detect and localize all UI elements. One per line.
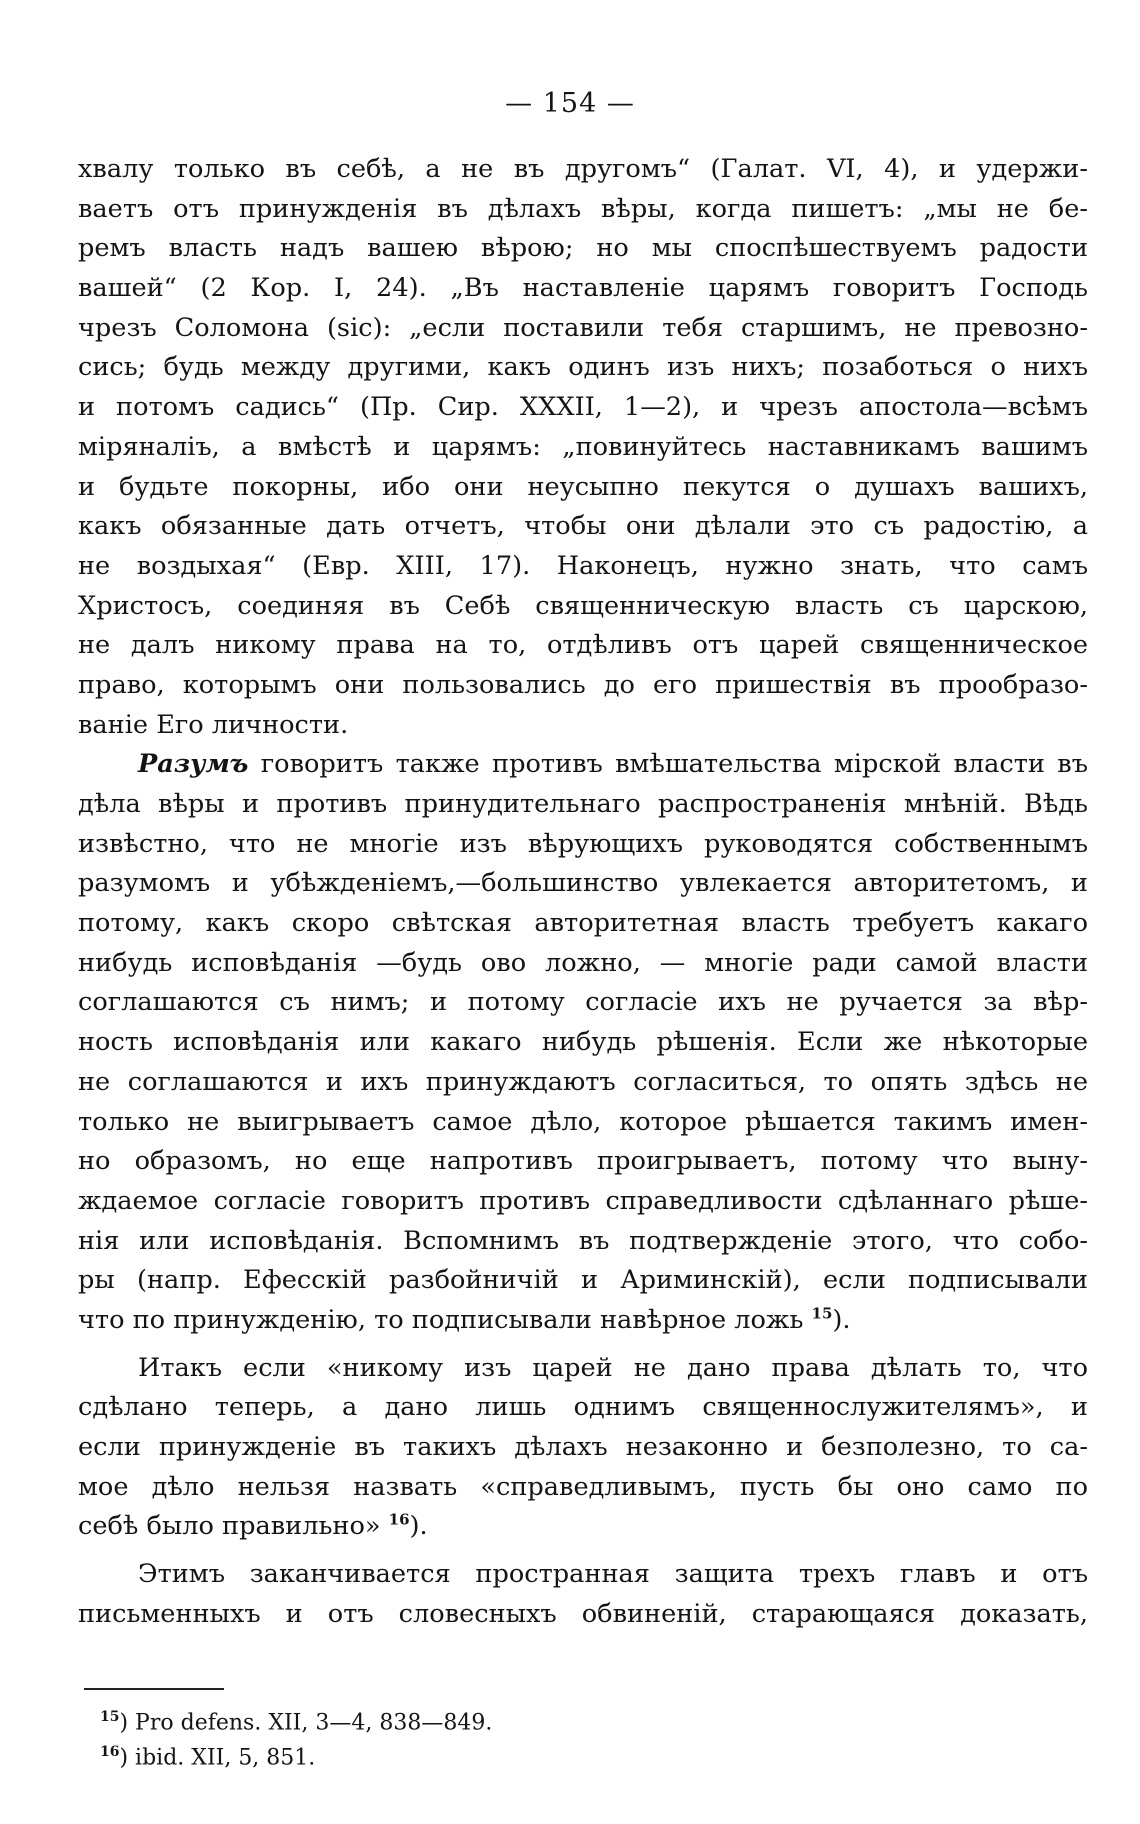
text-line: сись; будь между другими, какъ одинъ изъ нихъ; позаботься о нихъ: [78, 352, 1088, 383]
footnote-text: ) Pro defens. XII, 3—4, 838—849.: [119, 1710, 493, 1736]
paragraph-3: [78, 1349, 1088, 1547]
paragraph-2: [78, 745, 1088, 1340]
text-line: только не выигрываетъ самое дѣло, которое рѣшается такимъ имен-: [78, 1106, 1088, 1137]
text-line: нія или исповѣданія. Вспомнимъ въ подтвержденіе этого, что собо-: [78, 1225, 1088, 1256]
text-line: не воздыхая“ (Евр. XIII, 17). Наконецъ, нужно знать, что самъ: [78, 550, 1088, 581]
text-line: ваніе Его личности.: [78, 709, 349, 740]
text-line: ры (напр. Ефесскій разбойничій и Ариминскій), если подписывали: [78, 1265, 1088, 1296]
footnotes: [100, 1700, 1060, 1770]
text-span: себѣ было правильно»: [78, 1511, 381, 1542]
paragraph-4: [78, 1555, 1088, 1634]
text-line: нибудь исповѣданія —будь ово ложно, — многіе ради самой власти: [78, 947, 1088, 978]
text-line: соглашаются съ нимъ; и потому согласіе ихъ не ручается за вѣр-: [78, 987, 1088, 1018]
text-line: не далъ никому права на то, отдѣливъ отъ царей священническое: [78, 630, 1088, 661]
text-line: право, которымъ они пользовались до его пришествія въ прообразо-: [78, 669, 1088, 700]
text-line: и будьте покорны, ибо они неусыпно пекутся о душахъ вашихъ,: [78, 471, 1088, 502]
text-line: Христосъ, соединяя въ Себѣ священническую власть съ царскою,: [78, 590, 1088, 621]
footnote-number: 16: [100, 1744, 120, 1760]
footnote-divider: [84, 1688, 224, 1690]
text-line: разумомъ и убѣжденіемъ,—большинство увлекается авторитетомъ, и: [78, 868, 1088, 899]
footnote-text: ) ibid. XII, 5, 851.: [119, 1745, 316, 1771]
footnote: [100, 1735, 1060, 1770]
text-line: [78, 745, 1088, 785]
text-span: что по принужденію, то подписывали навѣрное ложь: [78, 1304, 804, 1335]
text-line: чрезъ Соломона (sic): „если поставили тебя старшимъ, не превозно-: [78, 312, 1088, 343]
text-line: если принужденіе въ такихъ дѣлахъ незаконно и безполезно, то са-: [78, 1432, 1088, 1462]
text-span: ).: [832, 1304, 851, 1335]
text-line: не соглашаются и ихъ принуждаютъ согласиться, то опять здѣсь не: [78, 1066, 1088, 1097]
text-line: міряналіъ, а вмѣстѣ и царямъ: „повинуйтесь наставникамъ вашимъ: [78, 431, 1088, 462]
text-line: какъ обязанные дать отчетъ, чтобы они дѣлали это съ радостію, а: [78, 511, 1088, 542]
text-line: дѣла вѣры и противъ принудительнаго распространенія мнѣній. Вѣдь: [78, 789, 1088, 819]
text-line: Этимъ заканчивается пространная защита трехъ главъ и отъ: [138, 1559, 1088, 1590]
text-line: вашей“ (2 Кор. I, 24). „Въ наставленіе царямъ говоритъ Господь: [78, 273, 1088, 304]
text-line: письменныхъ и отъ словесныхъ обвиненій, старающаяся доказать,: [78, 1598, 1088, 1629]
text-line: хвалу только въ себѣ, а не въ другомъ“ (Галат. VI, 4), и удержи-: [78, 154, 1088, 184]
text-span: ).: [409, 1511, 428, 1542]
text-line: мое дѣло нельзя назвать «справедливымъ, пусть бы оно само по: [78, 1471, 1088, 1502]
text-line: извѣстно, что не многіе изъ вѣрующихъ руководятся собственнымъ: [78, 828, 1088, 859]
footnote-ref: 16: [388, 1510, 410, 1529]
text-line: ваетъ отъ принужденія въ дѣлахъ вѣры, когда пишетъ: „мы не бе-: [78, 193, 1088, 224]
text-line: потому, какъ скоро свѣтская авторитетная власть требуетъ какаго: [78, 908, 1088, 939]
text-line: ремъ власть надъ вашею вѣрою; но мы споспѣшествуемъ радости: [78, 233, 1088, 264]
emphasized-word: Разумъ: [138, 749, 249, 780]
text-span: говоритъ также противъ вмѣшательства мірской власти въ: [248, 749, 1088, 780]
text-line: Итакъ если «никому изъ царей не дано права дѣлать то, что: [138, 1352, 1088, 1383]
body-text: [78, 150, 1088, 1634]
footnote-ref: 15: [811, 1304, 833, 1323]
footnote: [100, 1700, 1060, 1735]
text-line: [78, 1507, 1088, 1547]
text-line: но образомъ, но еще напротивъ проигрываетъ, потому что выну-: [78, 1146, 1088, 1177]
text-line: ждаемое согласіе говоритъ противъ справедливости сдѣланнаго рѣше-: [78, 1185, 1088, 1216]
page-number: — 154 —: [505, 88, 635, 119]
text-line: и потомъ садись“ (Пр. Сир. XXXII, 1—2), и чрезъ апостола—всѣмъ: [78, 392, 1088, 423]
text-line: [78, 1301, 1088, 1341]
paragraph-1: [78, 150, 1088, 745]
text-line: ность исповѣданія или какаго нибудь рѣшенія. Если же нѣкоторые: [78, 1027, 1088, 1058]
footnote-number: 15: [100, 1709, 120, 1725]
text-line: сдѣлано теперь, а дано лишь однимъ священнослужителямъ», и: [78, 1392, 1088, 1423]
